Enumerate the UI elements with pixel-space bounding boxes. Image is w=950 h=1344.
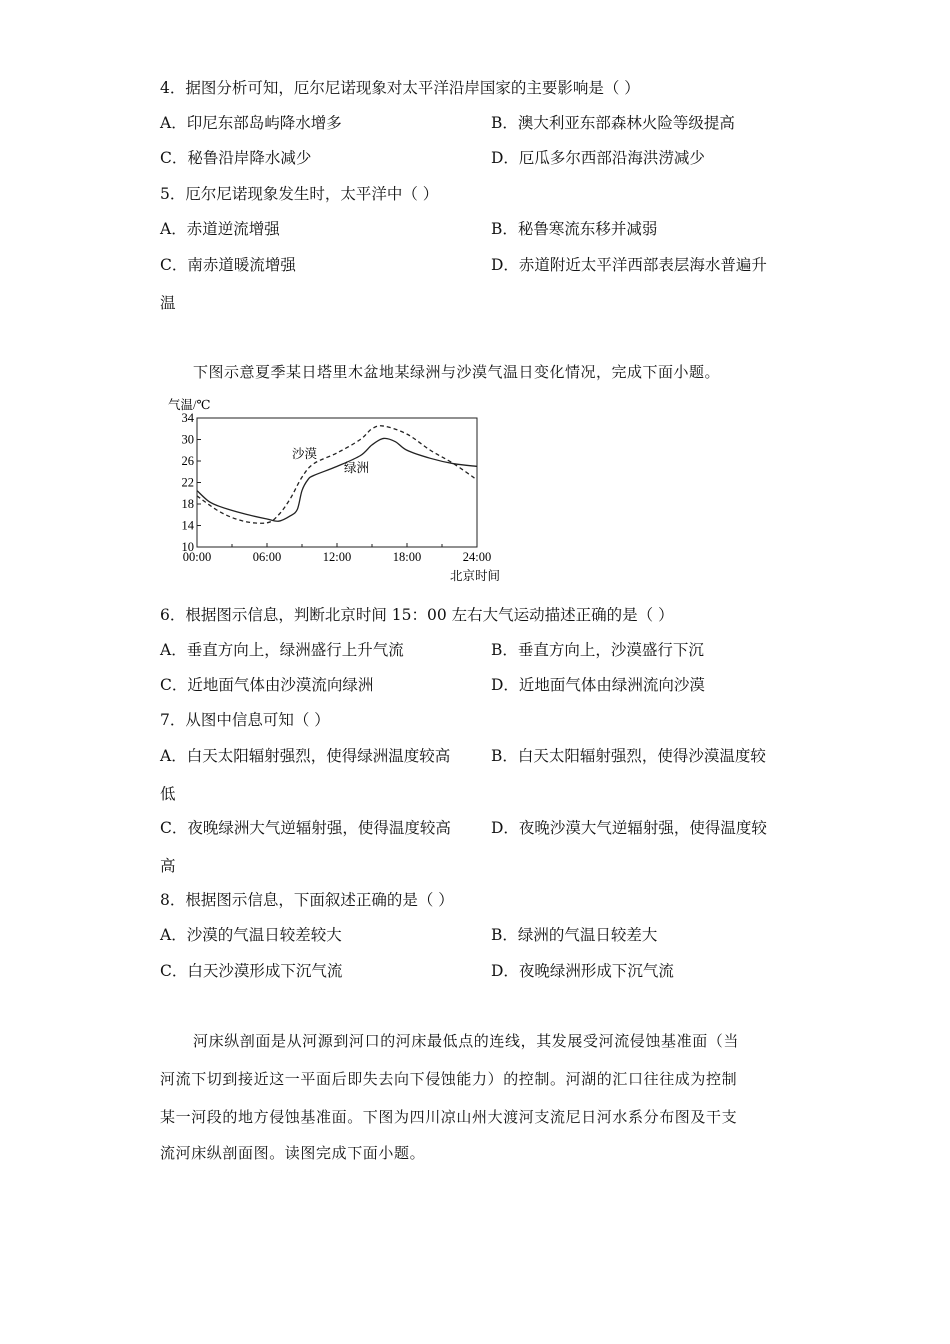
x-tick-label: 06:00 bbox=[252, 550, 282, 564]
x-tick-label: 24:00 bbox=[462, 550, 492, 564]
q4-option-c: C．秘鲁沿岸降水减少 bbox=[160, 149, 312, 167]
q7-option-c: C．夜晚绿洲大气逆辐射强，使得温度较高 bbox=[160, 819, 451, 837]
q7-option-b-continued: 低 bbox=[160, 785, 176, 803]
y-tick-label: 26 bbox=[181, 454, 194, 468]
q7-option-a: A．白天太阳辐射强烈，使得绿洲温度较高 bbox=[160, 747, 451, 765]
y-tick-label: 22 bbox=[181, 475, 194, 490]
q5-option-b: B．秘鲁寒流东移并减弱 bbox=[491, 220, 658, 238]
q7-option-b: B．白天太阳辐射强烈，使得沙漠温度较 bbox=[491, 747, 766, 765]
series-lines bbox=[197, 426, 477, 523]
q4-option-b: B．澳大利亚东部森林火险等级提高 bbox=[491, 114, 735, 132]
river-intro-line-1: 河床纵剖面是从河源到河口的河床最低点的连线，其发展受河流侵蚀基准面（当 bbox=[193, 1032, 740, 1050]
q5-option-c: C．南赤道暖流增强 bbox=[160, 256, 296, 274]
q7-option-d-continued: 高 bbox=[160, 857, 176, 875]
q5-option-d: D．赤道附近太平洋西部表层海水普遍升 bbox=[491, 256, 767, 274]
temperature-chart bbox=[160, 394, 520, 586]
river-intro-line-3: 某一河段的地方侵蚀基准面。下图为四川凉山州大渡河支流尼日河水系分布图及干支 bbox=[160, 1108, 738, 1126]
q8-option-b: B．绿洲的气温日较差大 bbox=[491, 926, 658, 944]
q4-stem: 4．据图分析可知，厄尔尼诺现象对太平洋沿岸国家的主要影响是（ ） bbox=[160, 79, 640, 97]
q4-option-a: A．印尼东部岛屿降水增多 bbox=[160, 114, 342, 132]
x-ticks bbox=[183, 543, 491, 564]
q8-option-c: C．白天沙漠形成下沉气流 bbox=[160, 962, 343, 980]
chart-intro: 下图示意夏季某日塔里木盆地某绿洲与沙漠气温日变化情况，完成下面小题。 bbox=[193, 363, 721, 381]
x-tick-label: 12:00 bbox=[322, 550, 352, 564]
q5-option-d-continued: 温 bbox=[160, 294, 176, 312]
q6-option-c: C．近地面气体由沙漠流向绿洲 bbox=[160, 676, 374, 694]
x-axis-label: 北京时间 bbox=[450, 569, 501, 583]
x-tick-label: 18:00 bbox=[392, 550, 422, 564]
q5-stem: 5．厄尔尼诺现象发生时，太平洋中（ ） bbox=[160, 185, 439, 203]
desert-series-line bbox=[197, 426, 477, 523]
desert-label: 沙漠 bbox=[292, 447, 318, 461]
y-tick-label: 30 bbox=[181, 432, 194, 447]
q7-stem: 7．从图中信息可知（ ） bbox=[160, 711, 330, 729]
q8-stem: 8．根据图示信息，下面叙述正确的是（ ） bbox=[160, 891, 454, 909]
y-ticks bbox=[182, 411, 202, 554]
q6-stem: 6．根据图示信息，判断北京时间 15：00 左右大气运动描述正确的是（ ） bbox=[160, 606, 674, 624]
q6-option-d: D．近地面气体由绿洲流向沙漠 bbox=[491, 676, 705, 694]
river-intro-line-2: 河流下切到接近这一平面后即失去向下侵蚀能力）的控制。河湖的汇口往往成为控制 bbox=[160, 1070, 738, 1088]
q8-option-d: D．夜晚绿洲形成下沉气流 bbox=[491, 962, 674, 980]
q7-option-d: D．夜晚沙漠大气逆辐射强，使得温度较 bbox=[491, 819, 767, 837]
y-tick-label: 18 bbox=[181, 497, 194, 511]
plot-frame bbox=[197, 418, 477, 547]
x-tick-label: 00:00 bbox=[182, 550, 212, 564]
oasis-series-line bbox=[197, 438, 477, 521]
q8-option-a: A．沙漠的气温日较差较大 bbox=[160, 926, 342, 944]
y-tick-label: 14 bbox=[181, 518, 194, 533]
y-axis-label: 气温/℃ bbox=[168, 398, 211, 412]
q6-option-b: B．垂直方向上，沙漠盛行下沉 bbox=[491, 641, 704, 659]
y-tick-label: 10 bbox=[181, 540, 194, 554]
q4-option-d: D．厄瓜多尔西部沿海洪涝减少 bbox=[491, 149, 705, 167]
river-intro-line-4: 流河床纵剖面图。读图完成下面小题。 bbox=[160, 1144, 426, 1162]
y-tick-label: 34 bbox=[181, 411, 194, 425]
oasis-label: 绿洲 bbox=[344, 461, 370, 475]
q5-option-a: A．赤道逆流增强 bbox=[160, 220, 280, 238]
q6-option-a: A．垂直方向上，绿洲盛行上升气流 bbox=[160, 641, 404, 659]
